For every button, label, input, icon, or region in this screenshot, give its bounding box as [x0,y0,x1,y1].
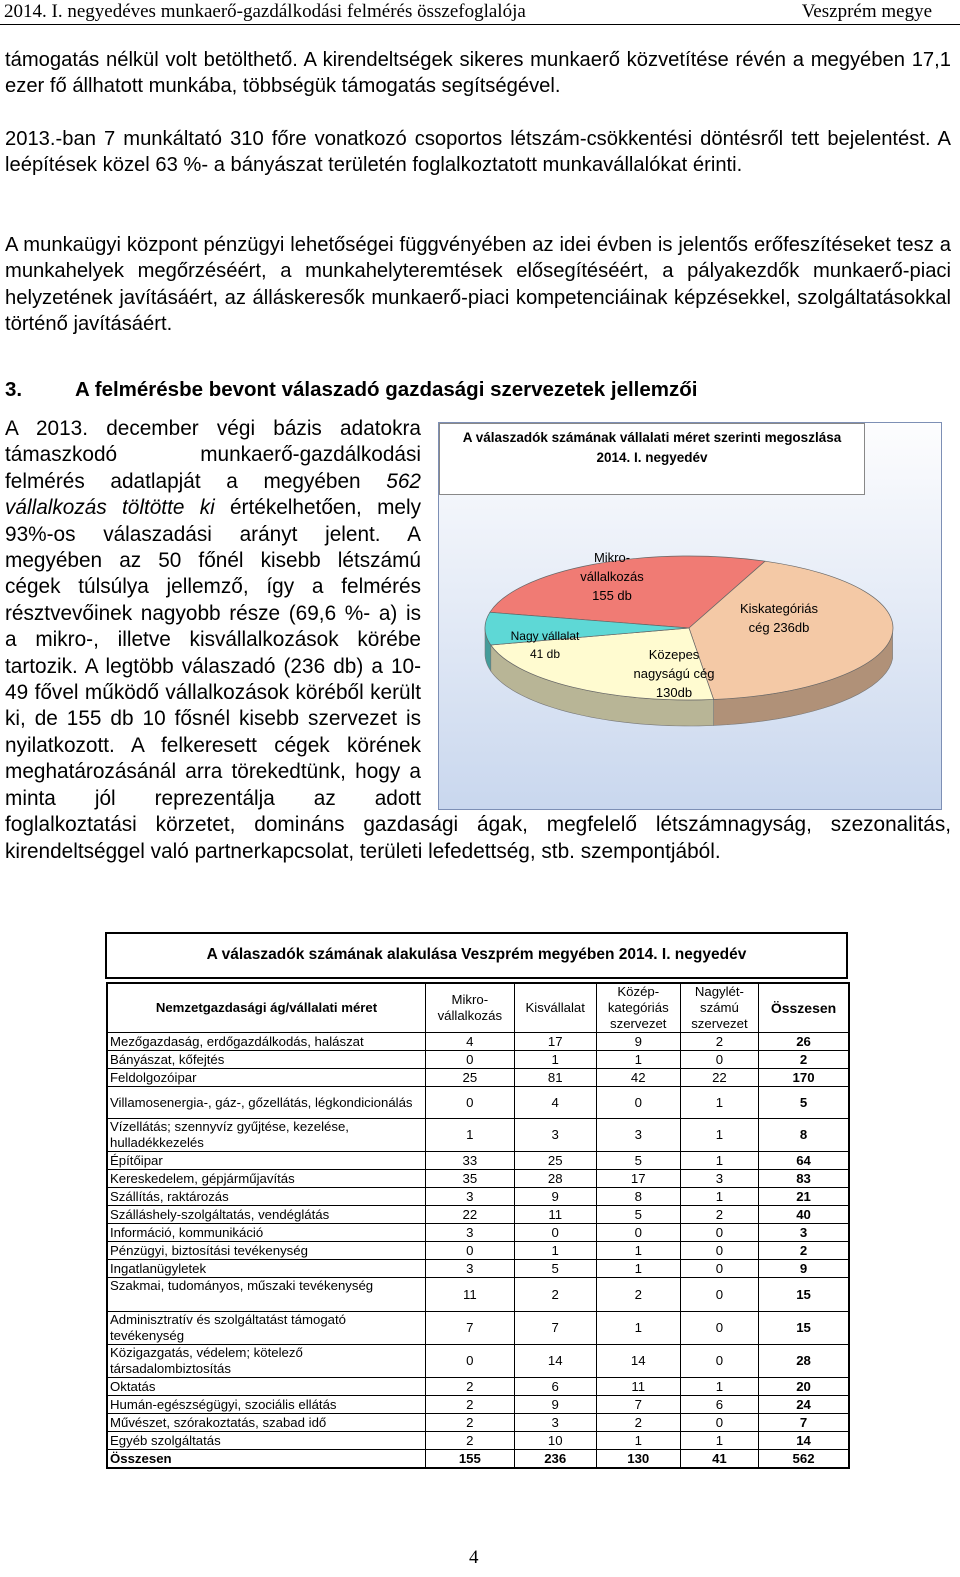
chart-subtitle: 2014. I. negyedév [596,450,708,465]
table-body [107,1033,849,1469]
row-label: Oktatás [107,1378,426,1396]
row-cell: 1 [596,1432,680,1450]
row-cell: 10 [514,1432,596,1450]
body-italic: 562 vállalkozás töltötte ki [5,469,421,520]
section-title: A felmérésbe bevont válaszadó gazdasági szervezetek jellemzői [75,378,698,401]
row-cell: 2 [596,1414,680,1432]
row-cell: 22 [426,1206,515,1224]
row-label: Humán-egészségügyi, szociális ellátás [107,1396,426,1414]
row-cell: 26 [759,1033,849,1051]
table-row [107,1432,849,1450]
row-cell: 1 [596,1242,680,1260]
row-cell: 28 [514,1170,596,1188]
row-cell: 33 [426,1152,515,1170]
row-cell: 24 [759,1396,849,1414]
row-label: Villamosenergia-, gáz-, gőzellátás, légkondicionálás [107,1087,426,1119]
row-cell: 1 [514,1051,596,1069]
total-cell: 155 [426,1450,515,1469]
row-label: Ingatlanügyletek [107,1260,426,1278]
header-name: Nemzetgazdasági ág/vállalati méret [107,983,426,1033]
total-cell: 562 [759,1450,849,1469]
row-cell: 15 [759,1312,849,1345]
row-cell: 2 [759,1242,849,1260]
respondents-table [106,982,850,1469]
row-cell: 1 [514,1242,596,1260]
table-row [107,1242,849,1260]
row-cell: 81 [514,1069,596,1087]
row-cell: 1 [680,1188,758,1206]
row-label: Feldolgozóipar [107,1069,426,1087]
table-row [107,1087,849,1119]
row-cell: 2 [426,1378,515,1396]
table-row [107,1051,849,1069]
row-cell: 0 [680,1051,758,1069]
row-cell: 0 [514,1224,596,1242]
row-label: Pénzügyi, biztosítási tevékenység [107,1242,426,1260]
header-large: Nagylét- számú szervezet [680,983,758,1033]
row-cell: 22 [680,1069,758,1087]
row-cell: 14 [514,1345,596,1378]
total-cell: 41 [680,1450,758,1469]
row-cell: 2 [680,1206,758,1224]
row-cell: 0 [680,1414,758,1432]
paragraph-3: A munkaügyi központ pénzügyi lehetőségei függvényében az idei évben is jelentős erőfeszítéseket tesz a munkahelyek megőrzéséért, a munkahelyteremtések elősegítéséért, a pályakezdők munkaerő-piaci helyzetének javításáért, az álláskeresők munkaerő-piaci kompetenciáinak képzésekkel, szolgáltatásokkal történő javításáért. [5,234,951,336]
paragraph-1: támogatás nélkül volt betölthető. A kirendeltségek sikeres munkaerő közvetítése révén a megyében 17,1 ezer fő állhatott munkába, többségük támogatás segítségével. [5,49,951,98]
row-cell: 0 [426,1051,515,1069]
row-label: Információ, kommunikáció [107,1224,426,1242]
row-cell: 20 [759,1378,849,1396]
row-cell: 0 [680,1312,758,1345]
row-cell: 1 [426,1119,515,1152]
row-label: Mezőgazdaság, erdőgazdálkodás, halászat [107,1033,426,1051]
row-cell: 8 [596,1188,680,1206]
row-label: Kereskedelem, gépjárműjavítás [107,1170,426,1188]
row-cell: 15 [759,1278,849,1312]
row-cell: 2 [596,1278,680,1312]
row-cell: 3 [426,1260,515,1278]
header-total: Összesen [759,983,849,1033]
row-cell: 0 [426,1242,515,1260]
table-row [107,1170,849,1188]
total-cell: 130 [596,1450,680,1469]
row-cell: 1 [680,1152,758,1170]
row-cell: 35 [426,1170,515,1188]
row-cell: 7 [759,1414,849,1432]
row-cell: 9 [596,1033,680,1051]
row-cell: 9 [514,1188,596,1206]
row-cell: 0 [680,1345,758,1378]
total-label: Összesen [107,1450,426,1469]
table-row [107,1345,849,1378]
table-total-row [107,1450,849,1469]
row-label: Művészet, szórakoztatás, szabad idő [107,1414,426,1432]
table-row [107,1260,849,1278]
page-number: 4 [469,1547,479,1568]
row-cell: 0 [680,1260,758,1278]
row-label: Szakmai, tudományos, műszaki tevékenység [107,1278,426,1312]
header-medium: Közép- kategóriás szervezet [596,983,680,1033]
table-row [107,1152,849,1170]
table-row [107,1312,849,1345]
row-cell: 5 [759,1087,849,1119]
row-cell: 2 [426,1432,515,1450]
table-row [107,1396,849,1414]
row-label: Bányászat, kőfejtés [107,1051,426,1069]
row-cell: 3 [680,1170,758,1188]
chart-title-box [439,423,865,495]
table-title: A válaszadók számának alakulása Veszprém megyében 2014. I. negyedév [105,932,848,979]
row-cell: 1 [596,1260,680,1278]
row-cell: 64 [759,1152,849,1170]
row-cell: 2 [759,1051,849,1069]
row-cell: 2 [426,1396,515,1414]
row-cell: 0 [596,1224,680,1242]
row-cell: 3 [596,1119,680,1152]
row-cell: 17 [596,1170,680,1188]
header-title: 2014. I. negyedéves munkaerő-gazdálkodási felmérés összefoglalója [4,1,526,22]
header-micro: Mikro- vállalkozás [426,983,515,1033]
row-cell: 0 [680,1224,758,1242]
row-cell: 25 [426,1069,515,1087]
row-cell: 6 [514,1378,596,1396]
header-region: Veszprém megye [801,1,932,22]
row-cell: 2 [680,1033,758,1051]
table-row [107,1033,849,1051]
row-cell: 0 [596,1087,680,1119]
row-cell: 25 [514,1152,596,1170]
row-label: Közigazgatás, védelem; kötelező társadalombiztosítás [107,1345,426,1378]
row-cell: 5 [596,1206,680,1224]
label-large: Nagy vállalat 41 db [510,629,580,661]
section-heading [5,378,697,402]
label-medium: Közepes nagyságú cég 130db [633,647,715,700]
row-cell: 0 [680,1242,758,1260]
row-cell: 1 [680,1432,758,1450]
section-number: 3. [5,378,23,401]
row-cell: 1 [596,1051,680,1069]
row-cell: 170 [759,1069,849,1087]
table-row [107,1119,849,1152]
paragraph-2: 2013.-ban 7 munkáltató 310 főre vonatkozó csoportos létszám-csökkentési döntésről tett bejelentést. A leépítések közel 63 %- a bányászat területén foglalkoztatott munkavállalókat érinti. [5,128,951,177]
row-cell: 4 [426,1033,515,1051]
row-cell: 42 [596,1069,680,1087]
row-cell: 4 [514,1087,596,1119]
row-cell: 40 [759,1206,849,1224]
row-cell: 9 [514,1396,596,1414]
row-cell: 17 [514,1033,596,1051]
row-cell: 1 [680,1378,758,1396]
table-row [107,1069,849,1087]
row-cell: 9 [759,1260,849,1278]
row-cell: 2 [426,1414,515,1432]
total-cell: 236 [514,1450,596,1469]
table-row [107,1414,849,1432]
row-cell: 6 [680,1396,758,1414]
row-cell: 3 [759,1224,849,1242]
row-cell: 11 [426,1278,515,1312]
row-cell: 28 [759,1345,849,1378]
row-label: Építőipar [107,1152,426,1170]
chart-title: A válaszadók számának vállalati méret szerinti megoszlása [462,430,842,445]
row-cell: 1 [680,1119,758,1152]
table-row [107,1188,849,1206]
row-cell: 0 [680,1278,758,1312]
row-cell: 7 [596,1396,680,1414]
row-cell: 3 [426,1188,515,1206]
page-header [0,0,960,25]
row-cell: 11 [596,1378,680,1396]
row-label: Vízellátás; szennyvíz gyűjtése, kezelése, hulladékkezelés [107,1119,426,1152]
row-cell: 5 [514,1260,596,1278]
row-cell: 14 [596,1345,680,1378]
size-distribution-chart [438,422,942,810]
header-small: Kisvállalat [514,983,596,1033]
row-cell: 7 [426,1312,515,1345]
row-cell: 14 [759,1432,849,1450]
table-row [107,1224,849,1242]
row-cell: 5 [596,1152,680,1170]
row-cell: 8 [759,1119,849,1152]
label-small: Kiskategóriás cég 236db [739,601,819,635]
table-header-row [107,983,849,1033]
table-row [107,1278,849,1312]
label-micro: Mikro- vállalkozás 155 db [580,550,644,603]
row-label: Egyéb szolgáltatás [107,1432,426,1450]
row-cell: 3 [514,1414,596,1432]
row-cell: 1 [596,1312,680,1345]
row-cell: 3 [426,1224,515,1242]
row-cell: 83 [759,1170,849,1188]
row-cell: 3 [514,1119,596,1152]
row-label: Szállítás, raktározás [107,1188,426,1206]
row-cell: 21 [759,1188,849,1206]
table-row [107,1206,849,1224]
row-cell: 0 [426,1087,515,1119]
table-row [107,1378,849,1396]
row-cell: 2 [514,1278,596,1312]
row-cell: 1 [680,1087,758,1119]
row-cell: 7 [514,1312,596,1345]
row-cell: 11 [514,1206,596,1224]
body-text-2: értékelhetően, mely 93%-os válaszadási arányt jelent. A megyében az 50 főnél kisebb létszámú cégek túlsúlya jellemző, így a felmérés résztvevőinek nagyobb része (69,6 %- a) is a mikro-, illetve kisvállalkozások körébe tartozik. A legtöbb válaszadó (236 db) a 10-49 fővel működő vállalkozások köréből került ki, de 155 db 10 fősnél kisebb szervezet is nyilatkozott. A felkeresett cégek körének meghatározásánál arra törekedtünk, hogy a minta jól reprezentálja az adott foglalkoztatási körzetet, domináns gazdasági ágak, megfelelő létszámnagyság, szezonalitás, kirendeltséggel való partnerkapcsolat, területi lefedettség, stb. szempontjából. [5,496,951,863]
body-text-1: A 2013. december végi bázis adatokra támaszkodó munkaerő-gazdálkodási felmérés adatlapját a megyében [5,417,421,493]
row-label: Szálláshely-szolgáltatás, vendéglátás [107,1206,426,1224]
row-label: Adminisztratív és szolgáltatást támogató tevékenység [107,1312,426,1345]
row-cell: 0 [426,1345,515,1378]
